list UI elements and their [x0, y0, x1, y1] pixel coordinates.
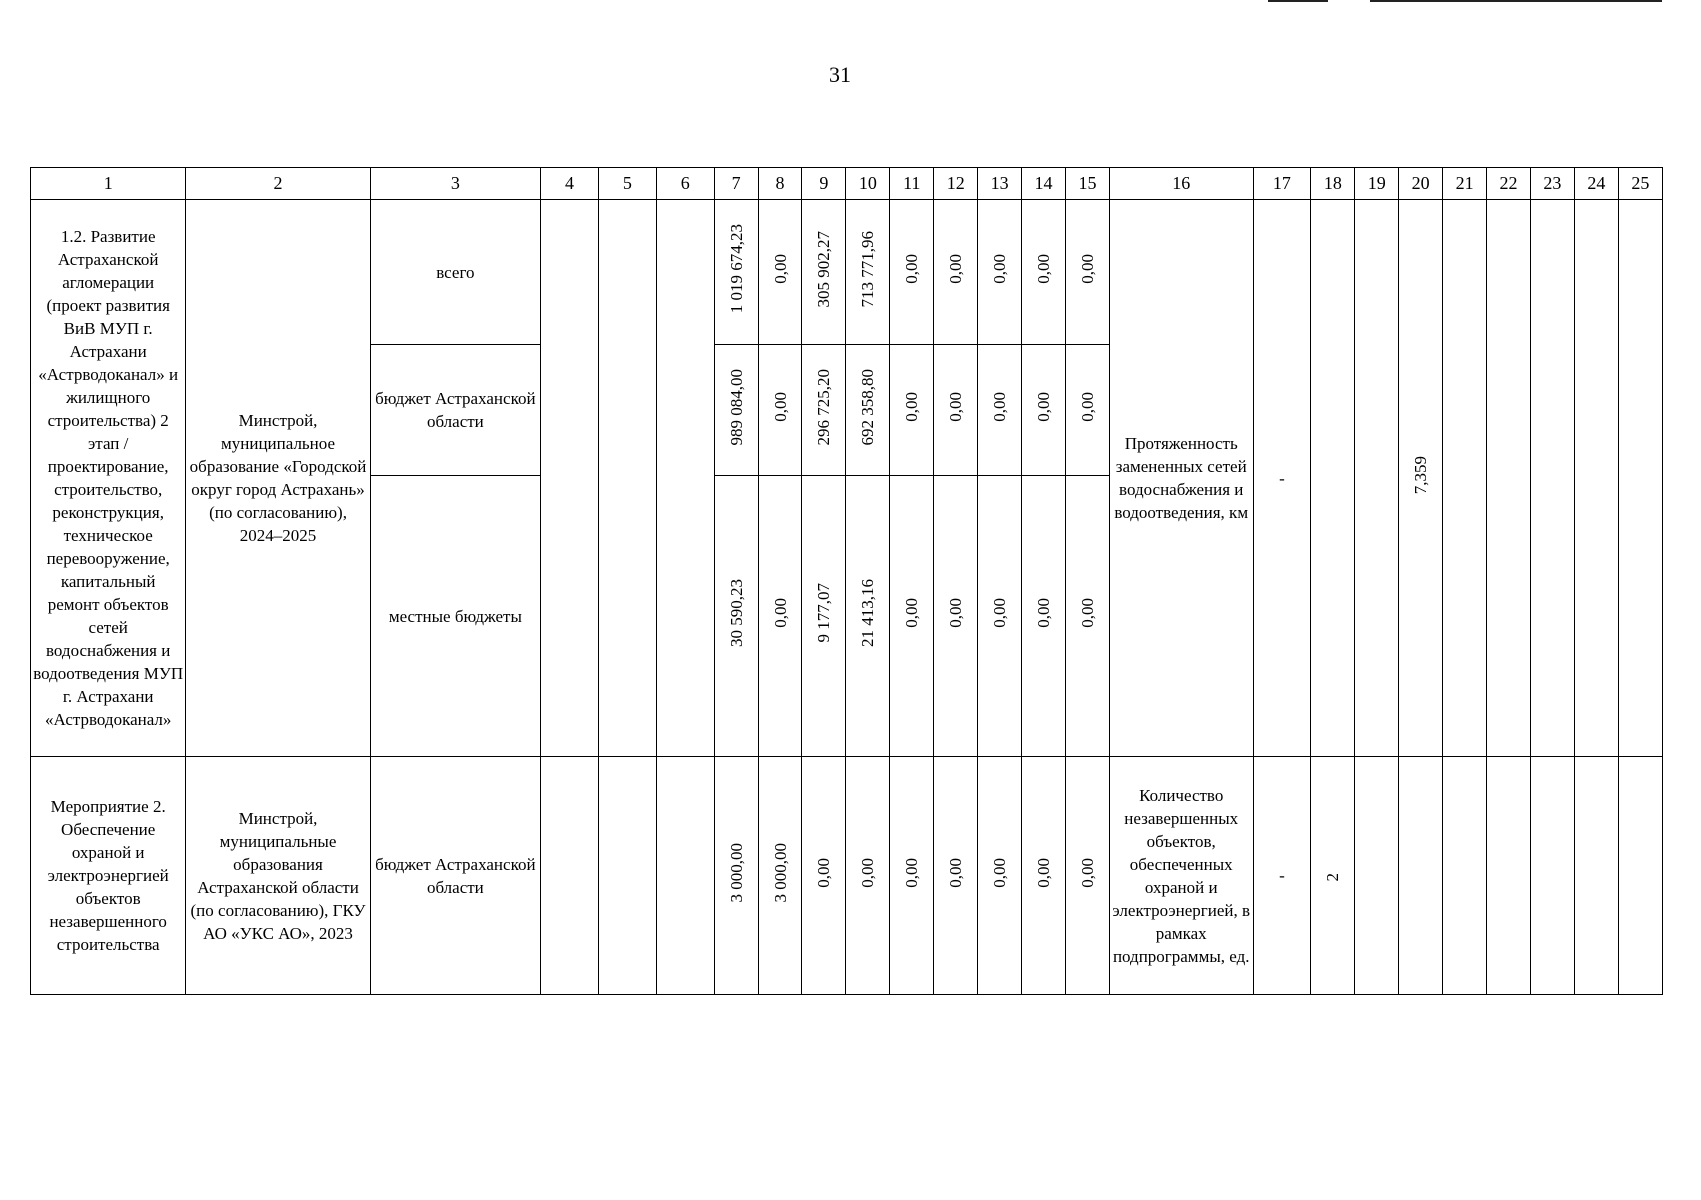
value-cell: 0,00 [802, 757, 846, 995]
value-cell: 305 902,27 [802, 200, 846, 345]
value-cell: 0,00 [978, 345, 1022, 476]
value-cell: 0,00 [890, 200, 934, 345]
value-cell: 296 725,20 [802, 345, 846, 476]
empty-cell [1618, 757, 1662, 995]
empty-cell [1311, 200, 1355, 757]
table-row [31, 200, 1663, 345]
col-num: 4 [541, 168, 599, 200]
col-num: 16 [1109, 168, 1253, 200]
empty-cell [1530, 757, 1574, 995]
empty-cell [541, 757, 599, 995]
col20-cell: 7,359 [1399, 200, 1443, 757]
col-num: 12 [934, 168, 978, 200]
empty-cell [1443, 757, 1487, 995]
empty-cell [598, 200, 656, 757]
col17-cell: - [1253, 757, 1311, 995]
empty-cell [1487, 757, 1531, 995]
table-row [31, 757, 1663, 995]
value-cell: 692 358,80 [846, 345, 890, 476]
value-cell: 0,00 [890, 476, 934, 757]
value-cell: 0,00 [890, 345, 934, 476]
empty-cell [1530, 200, 1574, 757]
col17-cell: - [1253, 200, 1311, 757]
col-num: 10 [846, 168, 890, 200]
value-cell: 0,00 [1022, 476, 1066, 757]
top-rule-left [1268, 0, 1328, 2]
col-num: 6 [656, 168, 714, 200]
col-num: 9 [802, 168, 846, 200]
indicator-cell: Протяженность замененных сетей водоснабжения и водоотведения, км [1109, 200, 1253, 757]
value-cell: 0,00 [934, 757, 978, 995]
activity-name-cell: Мероприятие 2. Обеспечение охраной и электроэнергией объектов незавершенного строительства [31, 757, 186, 995]
col-num: 20 [1399, 168, 1443, 200]
value-cell: 1 019 674,23 [714, 200, 758, 345]
col-num: 18 [1311, 168, 1355, 200]
col-num: 15 [1066, 168, 1110, 200]
col-num: 19 [1355, 168, 1399, 200]
col-num: 11 [890, 168, 934, 200]
executor-cell: Минстрой, муниципальные образования Астраханской области (по согласованию), ГКУ АО «УКС АО», 2023 [186, 757, 370, 995]
value-cell: 0,00 [890, 757, 934, 995]
value-cell: 0,00 [978, 200, 1022, 345]
empty-cell [1355, 200, 1399, 757]
empty-cell [541, 200, 599, 757]
value-cell: 30 590,23 [714, 476, 758, 757]
funding-source-cell: бюджет Астраханской области [370, 345, 540, 476]
top-rule-right [1370, 0, 1662, 2]
value-cell: 0,00 [1022, 200, 1066, 345]
value-cell: 0,00 [1022, 757, 1066, 995]
empty-cell [1574, 757, 1618, 995]
value-cell: 0,00 [934, 200, 978, 345]
value-cell: 0,00 [978, 757, 1022, 995]
col-num: 25 [1618, 168, 1662, 200]
empty-cell [1618, 200, 1662, 757]
value-cell: 0,00 [758, 476, 802, 757]
value-cell: 0,00 [846, 757, 890, 995]
col-num: 21 [1443, 168, 1487, 200]
col-num: 1 [31, 168, 186, 200]
value-cell: 0,00 [1066, 200, 1110, 345]
empty-cell [1574, 200, 1618, 757]
value-cell: 0,00 [1066, 757, 1110, 995]
col-num: 24 [1574, 168, 1618, 200]
value-cell: 9 177,07 [802, 476, 846, 757]
col18-cell: 2 [1311, 757, 1355, 995]
col-num: 13 [978, 168, 1022, 200]
value-cell: 0,00 [1066, 476, 1110, 757]
empty-cell [656, 757, 714, 995]
col-num: 2 [186, 168, 370, 200]
col-num: 8 [758, 168, 802, 200]
col-num: 7 [714, 168, 758, 200]
value-cell: 0,00 [978, 476, 1022, 757]
col-num: 5 [598, 168, 656, 200]
value-cell: 3 000,00 [714, 757, 758, 995]
col-num: 17 [1253, 168, 1311, 200]
value-cell: 0,00 [934, 476, 978, 757]
indicator-cell: Количество незавершенных объектов, обеспеченных охраной и электроэнергией, в рамках подпрограммы, ед. [1109, 757, 1253, 995]
col-num: 14 [1022, 168, 1066, 200]
empty-cell [1399, 757, 1443, 995]
funding-source-cell: бюджет Астраханской области [370, 757, 540, 995]
empty-cell [1443, 200, 1487, 757]
empty-cell [1487, 200, 1531, 757]
col-num: 22 [1487, 168, 1531, 200]
page-number: 31 [829, 62, 851, 87]
value-cell: 0,00 [934, 345, 978, 476]
empty-cell [1355, 757, 1399, 995]
column-number-row [31, 168, 1663, 200]
value-cell: 21 413,16 [846, 476, 890, 757]
empty-cell [598, 757, 656, 995]
value-cell: 0,00 [1022, 345, 1066, 476]
value-cell: 989 084,00 [714, 345, 758, 476]
col-num: 3 [370, 168, 540, 200]
value-cell: 0,00 [758, 200, 802, 345]
empty-cell [656, 200, 714, 757]
value-cell: 3 000,00 [758, 757, 802, 995]
col-num: 23 [1530, 168, 1574, 200]
funding-source-cell: местные бюджеты [370, 476, 540, 757]
executor-cell: Минстрой, муниципальное образование «Городской округ город Астрахань» (по согласованию), 2024–2025 [186, 200, 370, 757]
value-cell: 0,00 [1066, 345, 1110, 476]
funding-source-cell: всего [370, 200, 540, 345]
value-cell: 713 771,96 [846, 200, 890, 345]
activity-name-cell: 1.2. Развитие Астраханской агломерации (проект развития ВиВ МУП г. Астрахани «Астрводоканал» и жилищного строительства) 2 этап / проектирование, строительство, реконструкция, техническое перевооружение, капитальный ремонт объектов сетей водоснабжения и водоотведения МУП г. Астрахани «Астрводоканал» [31, 200, 186, 757]
budget-table [30, 167, 1663, 994]
value-cell: 0,00 [758, 345, 802, 476]
